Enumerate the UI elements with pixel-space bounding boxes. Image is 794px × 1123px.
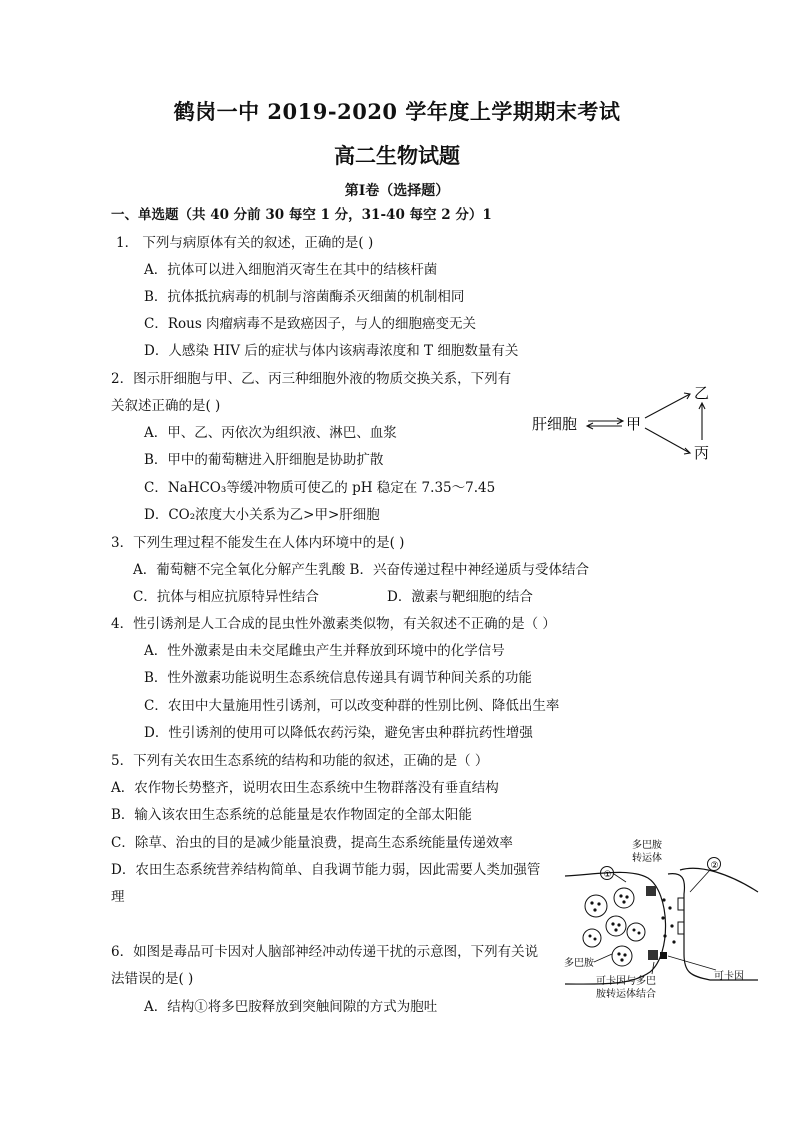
question-6-stem-line1: 6．如图是毒品可卡因对人脑部神经冲动传递干扰的示意图，下列有关说 <box>111 944 539 960</box>
question-3-option-d: D．激素与靶细胞的结合 <box>387 589 533 605</box>
question-5-stem: 5．下列有关农田生态系统的结构和功能的叙述，正确的是（ ） <box>111 753 489 769</box>
volume-heading: 第Ⅰ卷（选择题） <box>344 183 450 199</box>
transporter-label-line1: 多巴胺 <box>632 840 662 851</box>
question-5-option-b: B．输入该农田生态系统的总能量是农作物固定的全部太阳能 <box>111 807 472 823</box>
question-3-option-ab: A．葡萄糖不完全氧化分解产生乳酸 B．兴奋传递过程中神经递质与受体结合 <box>133 562 589 578</box>
transporter-bottom <box>648 950 658 960</box>
exam-subtitle: 高二生物试题 <box>334 143 460 168</box>
question-1-option-a: A．抗体可以进入细胞消灭寄生在其中的结核杆菌 <box>144 262 438 278</box>
liver-cell-label: 肝细胞 <box>532 415 578 433</box>
label-1: ① <box>603 870 612 880</box>
label-2-leader <box>690 870 710 892</box>
question-4-stem: 4．性引诱剂是人工合成的昆虫性外激素类似物，有关叙述不正确的是（ ） <box>111 616 556 632</box>
question-5-option-d: D．农田生态系统营养结构简单、自我调节能力弱，因此需要人类加强管 <box>111 862 541 878</box>
question-1-option-c: C．Rous 肉瘤病毒不是致癌因子，与人的细胞癌变无关 <box>144 316 477 332</box>
arrow-jia-to-yi <box>645 394 690 418</box>
cocaine-label: 可卡因 <box>714 971 744 982</box>
dopamine-label: 多巴胺 <box>564 958 594 969</box>
question-1-stem: 1． 下列与病原体有关的叙述，正确的是( ) <box>116 235 374 251</box>
receptors <box>678 898 684 934</box>
bing-label: 丙 <box>694 444 710 462</box>
section-heading: 一、单选题（共 40 分前 30 每空 1 分，31-40 每空 2 分）1 <box>111 207 492 223</box>
question-5-option-d-cont: 理 <box>111 889 125 905</box>
dopamine-leader <box>594 954 612 962</box>
label-1-leader <box>614 874 626 882</box>
binding-label-line1: 可卡因与多巴 <box>596 976 656 987</box>
question-4-option-d: D．性引诱剂的使用可以降低农药污染，避免害虫种群抗药性增强 <box>144 725 533 741</box>
liver-exchange-diagram <box>530 378 720 468</box>
question-6-option-a: A．结构①将多巴胺释放到突触间隙的方式为胞吐 <box>144 999 438 1015</box>
cocaine-molecule <box>660 952 667 959</box>
transporter-top <box>646 886 656 896</box>
cocaine-leader <box>668 956 716 970</box>
question-2-option-b: B．甲中的葡萄糖进入肝细胞是协助扩散 <box>144 452 384 468</box>
question-2-option-d: D．CO₂浓度大小关系为乙>甲>肝细胞 <box>144 507 380 523</box>
jia-label: 甲 <box>626 415 642 433</box>
question-2-stem-line1: 2．图示肝细胞与甲、乙、丙三种细胞外液的物质交换关系，下列有 <box>111 371 512 387</box>
synaptic-vesicles <box>583 888 645 966</box>
question-1-option-b: B．抗体抵抗病毒的机制与溶菌酶杀灭细菌的机制相同 <box>144 289 465 305</box>
question-5-option-a: A．农作物长势整齐，说明农田生态系统中生物群落没有垂直结构 <box>111 780 499 796</box>
question-1-option-d: D．人感染 HIV 后的症状与体内该病毒浓度和 T 细胞数量有关 <box>144 343 519 359</box>
yi-label: 乙 <box>694 384 710 402</box>
question-2-option-c: C．NaHCO₃等缓冲物质可使乙的 pH 稳定在 7.35～7.45 <box>144 480 496 496</box>
binding-label-line2: 胺转运体结合 <box>596 989 656 1000</box>
postsynaptic-top <box>680 868 758 892</box>
question-2-stem-line2: 关叙述正确的是( ) <box>111 398 221 414</box>
arrow-jia-to-bing <box>645 428 690 453</box>
question-6-stem-line2: 法错误的是( ) <box>111 971 194 987</box>
question-4-option-c: C．农田中大量施用性引诱剂，可以改变种群的性别比例、降低出生率 <box>144 698 560 714</box>
postsynaptic-membrane <box>668 874 758 980</box>
synapse-cocaine-diagram <box>560 834 760 1002</box>
question-5-option-c: C．除草、治虫的目的是减少能量浪费，提高生态系统能量传递效率 <box>111 835 513 851</box>
question-4-option-b: B．性外激素功能说明生态系统信息传递具有调节种间关系的功能 <box>144 670 532 686</box>
question-2-option-a: A．甲、乙、丙依次为组织液、淋巴、血浆 <box>144 425 397 441</box>
question-3-option-c: C．抗体与相应抗原特异性结合 <box>133 589 319 605</box>
label-2: ② <box>710 861 719 871</box>
question-4-option-a: A．性外激素是由未交尾雌虫产生并释放到环境中的化学信号 <box>144 643 505 659</box>
transporter-label-line2: 转运体 <box>632 853 662 864</box>
exam-title: 鹤岗一中 2019-2020 学年度上学期期末考试 <box>173 99 621 124</box>
question-3-stem: 3．下列生理过程不能发生在人体内环境中的是( ) <box>111 535 405 551</box>
